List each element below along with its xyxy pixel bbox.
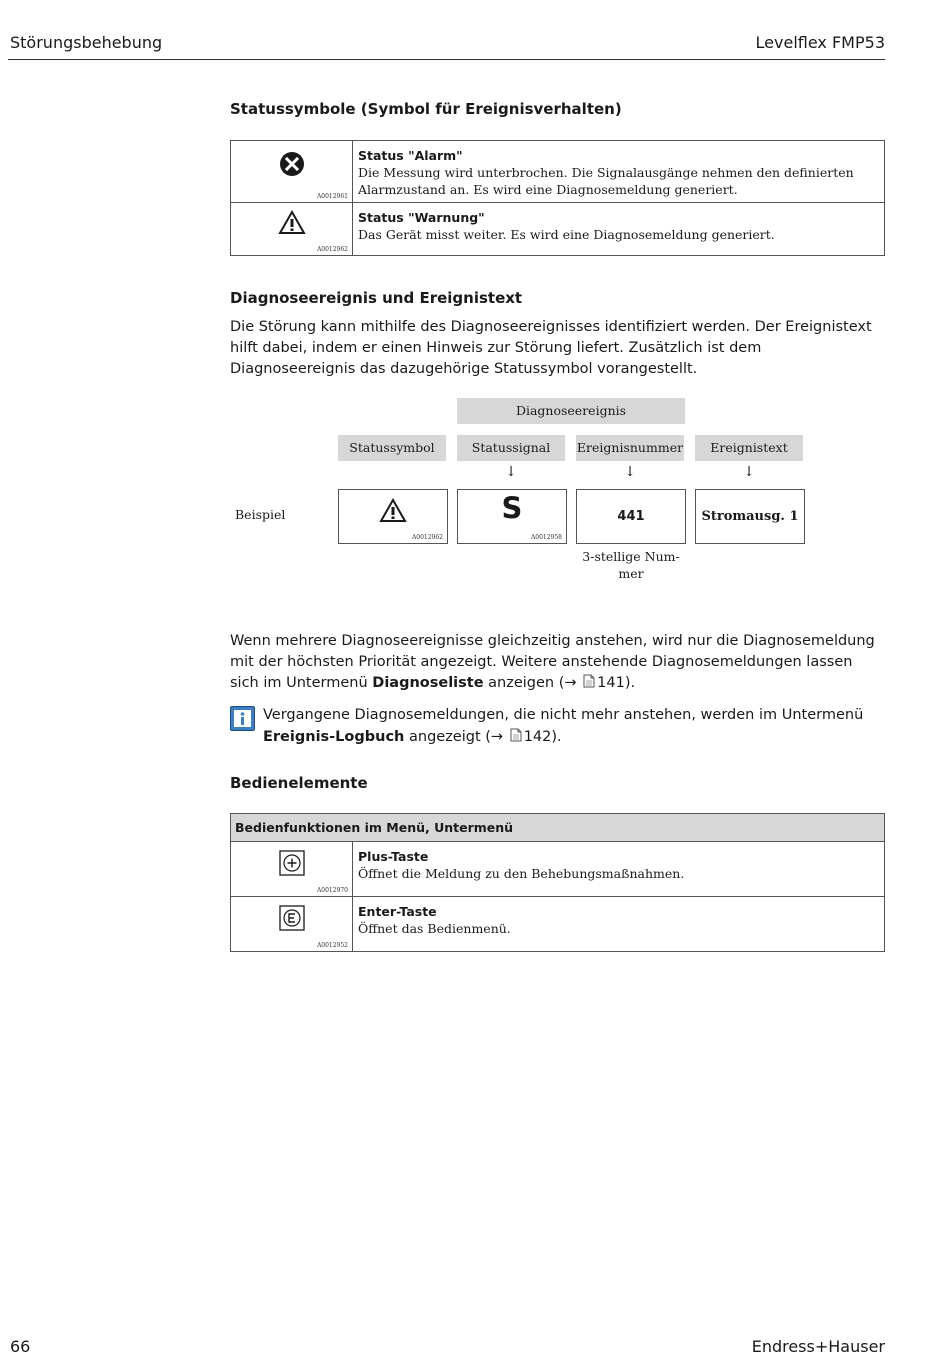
diagram-arrow: ↓ <box>743 464 755 480</box>
figure-code: A0012958 <box>530 534 562 541</box>
ereignis-logbuch-menu-link: Ereignis-Logbuch <box>263 729 405 745</box>
event-number: 441 <box>617 509 645 524</box>
priority-text-end: anzeigen (→ <box>483 675 582 691</box>
status-warning-title: Status "Warnung" <box>358 210 485 225</box>
page-reference-number: 142). <box>523 729 562 745</box>
enter-key-text: Öffnet das Bedienmenü. <box>358 921 511 936</box>
diagram-number-note <box>576 548 686 582</box>
diagram-signal-box <box>457 489 567 544</box>
table-row <box>231 203 885 256</box>
page-reference-number: 141). <box>597 675 636 691</box>
diagram-col-ereignisnummer: Ereignisnummer <box>576 435 684 461</box>
table-header-row <box>231 814 885 842</box>
info-note-text: Vergangene Diagnosemeldungen, die nicht mehr anstehen, werden im Untermenü <box>263 707 864 723</box>
table-icon-cell <box>231 897 353 952</box>
priority-paragraph <box>230 631 885 694</box>
table-icon-cell <box>231 842 353 897</box>
number-note-line1: 3-stellige Num- <box>582 549 680 564</box>
info-note-text-end: angezeigt (→ <box>404 729 508 745</box>
diagram-example-label: Beispiel <box>235 507 286 522</box>
diagram-col-ereignistext: Ereignistext <box>695 435 803 461</box>
status-symbols-table <box>230 140 885 256</box>
footer-brand: Endress+Hauser <box>751 1337 885 1356</box>
diagram-col-statussymbol: Statussymbol <box>338 435 446 461</box>
section-title-diagnostic-event: Diagnoseereignis und Ereignistext <box>230 289 523 307</box>
table-text-cell <box>353 897 885 952</box>
table-row <box>231 897 885 952</box>
warning-triangle-icon <box>379 498 407 523</box>
figure-code: A0012952 <box>316 942 348 949</box>
figure-code: A0012962 <box>411 534 443 541</box>
status-alarm-text: Die Messung wird unterbrochen. Die Signalausgänge nehmen den definierten Alarmzustand an. Es wird eine Diagnosemeldung generiert. <box>358 165 854 197</box>
diagnoseliste-menu-link: Diagnoseliste <box>372 675 484 691</box>
status-warning-text: Das Gerät misst weiter. Es wird eine Diagnosemeldung generiert. <box>358 227 775 242</box>
priority-text: Wenn mehrere Diagnoseereignisse gleichzeitig anstehen, wird nur die Diagnosemeldung mit der höchsten Priorität angezeigt. Weitere anstehende Diagnosemeldungen lassen sich im Untermenü <box>230 633 875 691</box>
alarm-x-icon <box>279 151 305 177</box>
table-text-cell <box>353 203 885 256</box>
figure-code: A0012962 <box>316 246 348 253</box>
plus-key-title: Plus-Taste <box>358 849 429 864</box>
info-note-paragraph <box>263 704 885 748</box>
table-icon-cell <box>231 203 353 256</box>
running-header-product: Levelflex FMP53 <box>755 33 885 52</box>
header-rule <box>8 59 885 60</box>
plus-key-text: Öffnet die Meldung zu den Behebungsmaßnahmen. <box>358 866 685 881</box>
section-title-status-symbols: Statussymbole (Symbol für Ereignisverhalten) <box>230 100 622 118</box>
plus-key-icon <box>279 850 305 876</box>
number-note-line2: mer <box>618 566 644 581</box>
operating-elements-table <box>230 813 885 952</box>
page-number: 66 <box>10 1337 31 1356</box>
figure-code: A0012970 <box>316 887 348 894</box>
table-row <box>231 141 885 203</box>
diagram-col-statussignal: Statussignal <box>457 435 565 461</box>
page-reference-icon <box>510 728 522 742</box>
table-icon-cell <box>231 141 353 203</box>
table-text-cell <box>353 141 885 203</box>
diagnostic-event-paragraph: Die Störung kann mithilfe des Diagnoseereignisses identifiziert werden. Der Ereignistext hilft dabei, indem er einen Hinweis zur Störung liefert. Zusätzlich ist dem Diagnoseereignis das dazugehörige Statussymbol vorangestellt. <box>230 319 872 377</box>
diagram-event-text-box <box>695 489 805 544</box>
event-text: Stromausg. 1 <box>701 509 799 524</box>
figure-code: A0012961 <box>316 193 348 200</box>
info-icon <box>230 706 255 731</box>
warning-triangle-icon <box>278 210 306 235</box>
enter-key-icon <box>279 905 305 931</box>
status-alarm-title: Status "Alarm" <box>358 148 463 163</box>
status-signal-letter: S <box>501 491 523 525</box>
section-title-operating-elements: Bedienelemente <box>230 774 368 792</box>
diagram-arrow: ↓ <box>624 464 636 480</box>
table-header: Bedienfunktionen im Menü, Untermenü <box>231 814 885 842</box>
diagram-symbol-box <box>338 489 448 544</box>
diagram-arrow: ↓ <box>505 464 517 480</box>
page-reference-icon <box>583 674 595 688</box>
enter-key-title: Enter-Taste <box>358 904 437 919</box>
table-text-cell <box>353 842 885 897</box>
running-header-section: Störungsbehebung <box>10 33 163 52</box>
table-row <box>231 842 885 897</box>
diagram-event-number-box <box>576 489 686 544</box>
diagram-group-label: Diagnoseereignis <box>457 398 685 424</box>
